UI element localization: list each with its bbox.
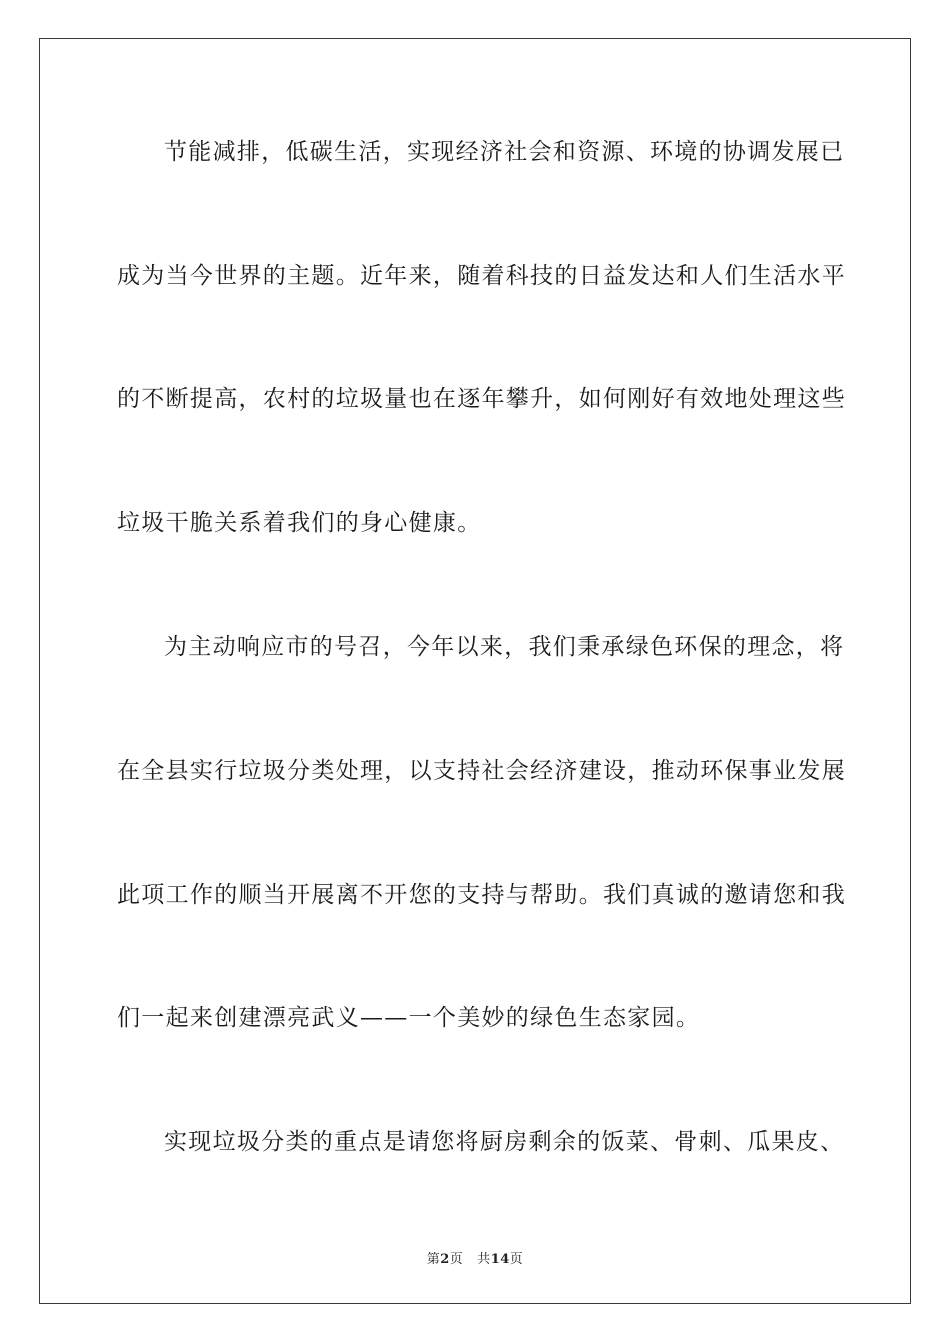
paragraph-1-line-1: 节能减排，低碳生活，实现经济社会和资源、环境的协调发展已 bbox=[164, 139, 845, 165]
total-unit: 页 bbox=[509, 1252, 524, 1267]
paragraph-1-line-4: 垃圾干脆关系着我们的身心健康。 bbox=[117, 510, 482, 536]
paragraph-2-line-1: 为主动响应市的号召，今年以来，我们秉承绿色环保的理念，将 bbox=[164, 634, 845, 660]
page-number: 2 bbox=[440, 1252, 450, 1267]
total-pages: 14 bbox=[490, 1252, 510, 1267]
page-footer bbox=[0, 1248, 950, 1267]
total-prefix: 共 bbox=[477, 1252, 491, 1267]
page-border bbox=[39, 38, 911, 1304]
paragraph-1-line-3: 的不断提高，农村的垃圾量也在逐年攀升，如何刚好有效地处理这些 bbox=[117, 386, 846, 412]
paragraph-2-line-2: 在全县实行垃圾分类处理，以支持社会经济建设，推动环保事业发展 bbox=[117, 758, 846, 784]
paragraph-2-line-3: 此项工作的顺当开展离不开您的支持与帮助。我们真诚的邀请您和我 bbox=[117, 882, 846, 908]
paragraph-3-line-1: 实现垃圾分类的重点是请您将厨房剩余的饭菜、骨刺、瓜果皮、 bbox=[164, 1129, 845, 1155]
paragraph-2-line-4: 们一起来创建漂亮武义——一个美妙的绿色生态家园。 bbox=[117, 1005, 701, 1031]
page-prefix: 第 bbox=[426, 1252, 441, 1267]
paragraph-1-line-2: 成为当今世界的主题。近年来，随着科技的日益发达和人们生活水平 bbox=[117, 263, 846, 289]
page-unit: 页 bbox=[449, 1252, 464, 1267]
